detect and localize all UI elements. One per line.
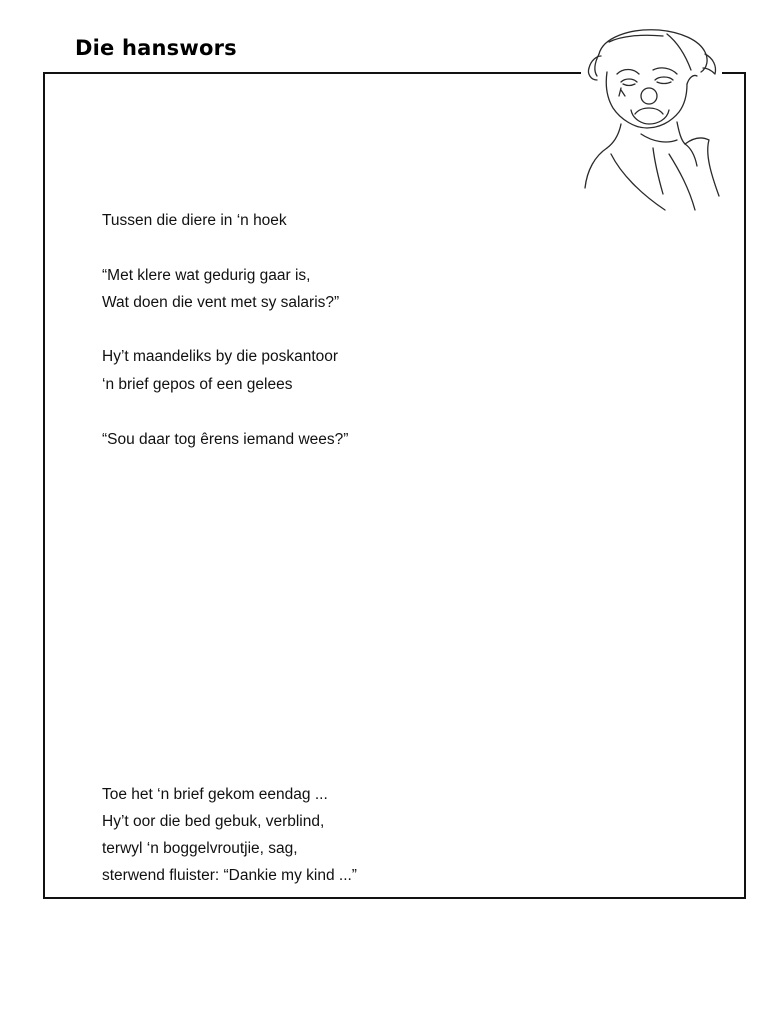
sad-clown-sketch-icon: [581, 24, 722, 213]
poem-line: terwyl ‘n boggelvroutjie, sag,: [102, 840, 298, 857]
poem-line: Tussen die diere in ‘n hoek: [102, 212, 287, 229]
poem-line: ‘n brief gepos of een gelees: [102, 376, 293, 393]
poem-line: Toe het ‘n brief gekom eendag ...: [102, 786, 328, 803]
poem-line: “Met klere wat gedurig gaar is,: [102, 267, 311, 284]
poem-line: sterwend fluister: “Dankie my kind ...”: [102, 867, 357, 884]
poem-line: Wat doen die vent met sy salaris?”: [102, 294, 340, 311]
clown-illustration: [581, 24, 722, 213]
poem-line: Hy’t maandeliks by die poskantoor: [102, 348, 339, 365]
poem-line: Hy’t oor die bed gebuk, verblind,: [102, 813, 325, 830]
poem-line: “Sou daar tog êrens iemand wees?”: [102, 431, 349, 448]
page-title: Die hanswors: [75, 36, 237, 60]
